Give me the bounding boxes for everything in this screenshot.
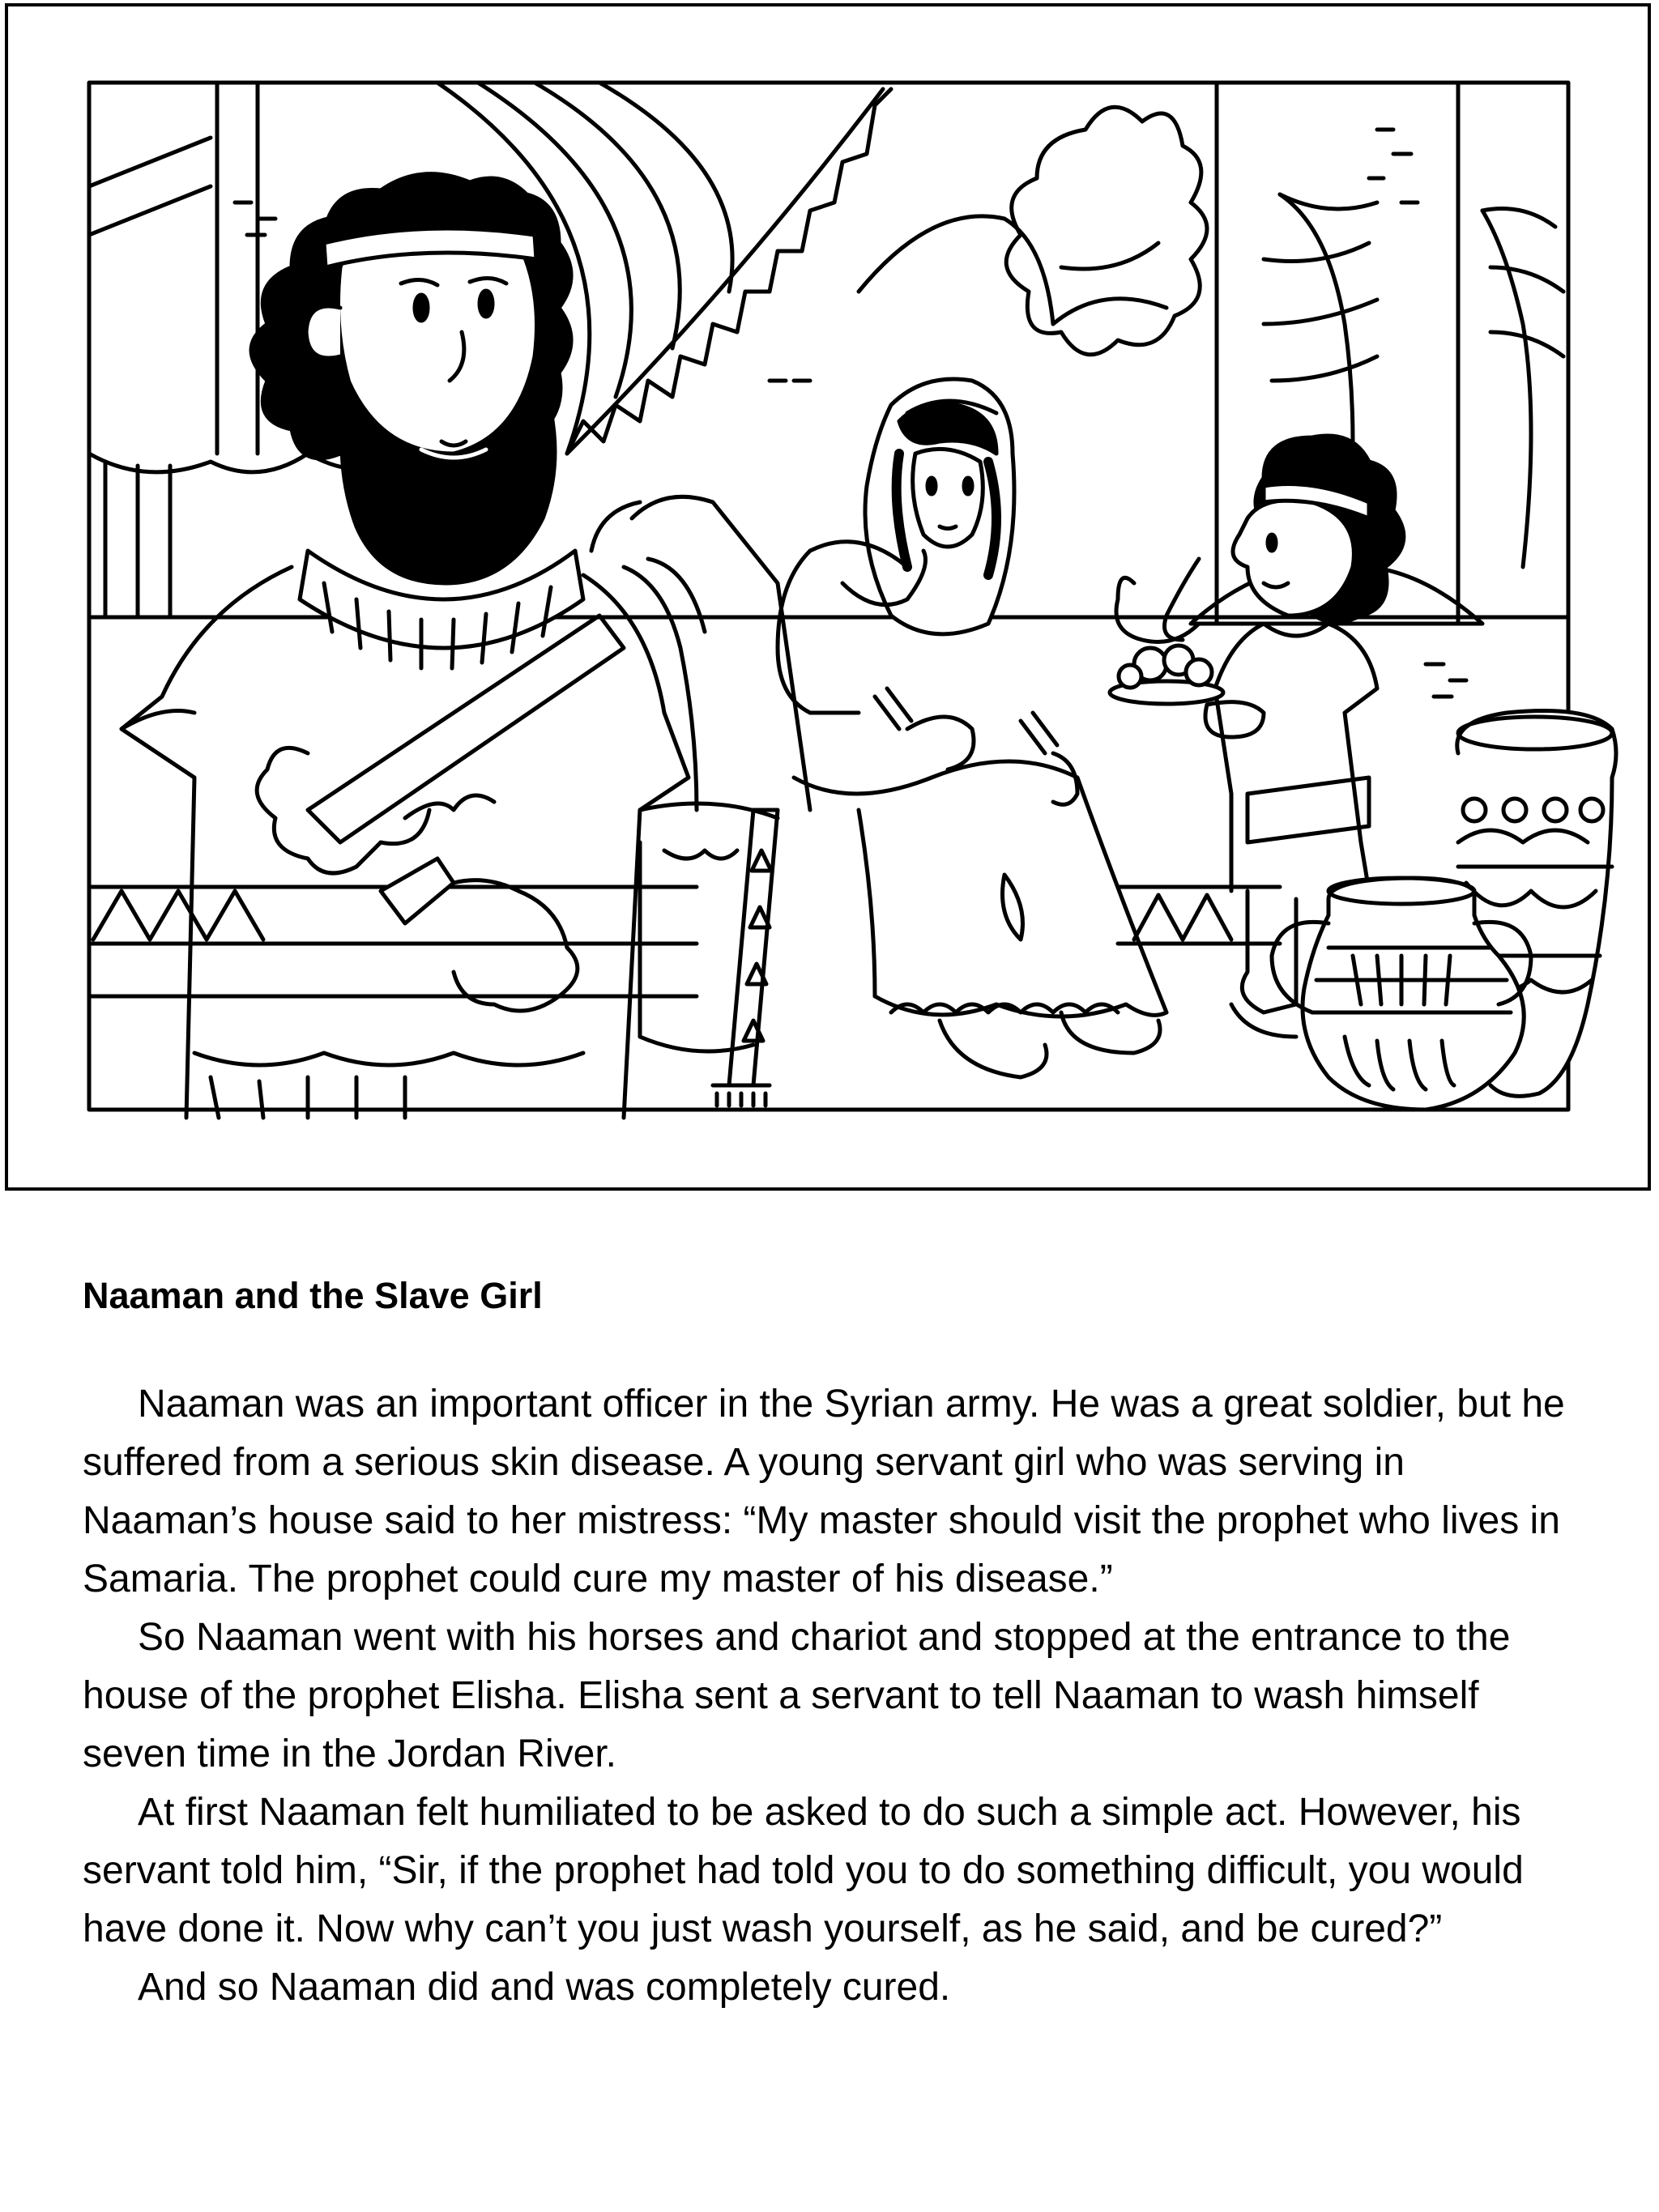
naaman-figure — [122, 174, 689, 1118]
story-body — [83, 1375, 1589, 2017]
story-paragraph-3: At first Naaman felt humiliated to be asked to do such a simple act. However, his servant told him, “Sir, if the prophet had told you to do something difficult, you would have done it. Now why can’t you just wash yourself, as he said, and be cured?” — [83, 1791, 1524, 1950]
story-paragraph-4: And so Naaman did and was completely cured. — [138, 1966, 951, 2009]
story-paragraph-2: So Naaman went with his horses and chariot and stopped at the entrance to the house of the prophet Elisha. Elisha sent a servant to tell Naaman to wash himself seven time in the Jordan River. — [83, 1616, 1511, 1775]
story-text-block — [83, 1273, 1589, 2017]
story-title: Naaman and the Slave Girl — [83, 1275, 543, 1316]
clay-pots — [1272, 711, 1616, 1110]
story-paragraph-1: Naaman was an important officer in the Syrian army. He was a great soldier, but he suffered from a serious skin disease. A young servant girl who was serving in Naaman’s house said to her mistress: “My master should visit the prophet who lives in Samaria. The prophet could cure my master of his disease.” — [83, 1383, 1565, 1600]
